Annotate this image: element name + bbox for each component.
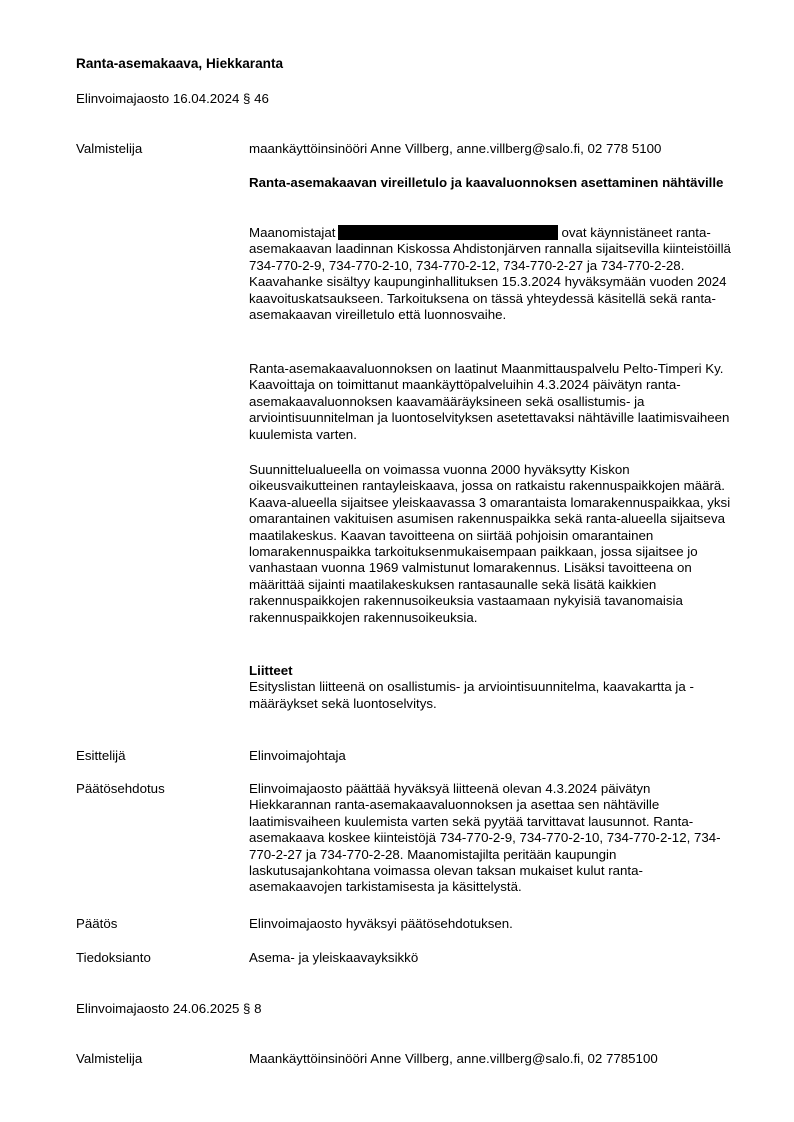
decision-value: Elinvoimajaosto hyväksyi päätösehdotuksen. [249, 916, 513, 931]
attachments-text: Esityslistan liitteenä on osallistumis- ja arviointisuunnitelma, kaavakartta ja -määräykset sekä luontoselvitys. [249, 679, 694, 711]
subject-heading: Ranta-asemakaavan vireilletulo ja kaavaluonnoksen asettaminen nähtäville [249, 175, 724, 190]
paragraph-1 [249, 225, 734, 323]
presenter-label: Esittelijä [76, 748, 126, 763]
paragraph-1-start: Maanomistajat [249, 225, 336, 240]
info-value: Asema- ja yleiskaavayksikkö [249, 950, 419, 965]
proposal-label: Päätösehdotus [76, 781, 165, 796]
preparer-value-2: Maankäyttöinsinööri Anne Villberg, anne.villberg@salo.fi, 02 7785100 [249, 1051, 658, 1066]
proposal-text: Elinvoimajaosto päättää hyväksyä liitteenä olevan 4.3.2024 päivätyn Hiekkarannan ranta-asemakaavaluonnoksen ja asettaa sen nähtäville laatimisvaiheen kuulemista varten sekä pyytää tarvittavat lausunnot. Ranta-asemakaava koskee kiinteistöjä 734-770-2-9, 734-770-2-10, 734-770-2-12, 734-770-2-27 ja 734-770-2-28. Maanomistajilta peritään kaupungin laskutusajankohtana voimassa olevan taksan mukaiset kulut ranta-asemakaavojen tarkistamisesta ja käsittelystä. [249, 781, 721, 895]
redaction-bar [338, 225, 558, 240]
preparer-value-1: maankäyttöinsinööri Anne Villberg, anne.villberg@salo.fi, 02 778 5100 [249, 141, 662, 156]
paragraph-3: Suunnittelualueella on voimassa vuonna 2000 hyväksytty Kiskon oikeusvaikutteinen rantayleiskaava, jossa on ratkaistu rakennuspaikkojen määrä. Kaava-alueella sijaitsee yleiskaavassa 3 omarantaista lomarakennuspaikkaa, yksi omarantainen vakituisen asumisen rakennuspaikka sekä ranta-alueella sijaitseva maatilakeskus. Kaavan tavoitteena on siirtää pohjoisin omarantainen lomarakennuspaikka tarkoituksenmukaisempaan paikkaan, jossa sijaitsee jo vanhastaan vuonna 1969 valmistunut lomarakennus. Lisäksi tavoitteena on määrittää sijainti maatilakeskuksen rantasaunalle sekä lisätä kaikkien rakennuspaikkojen rakennusoikeuksia vastaamaan nykyisiä tavanomaisia rakennuspaikkojen rakennusoikeuksia. [249, 462, 731, 625]
meeting-reference-2: Elinvoimajaosto 24.06.2025 § 8 [76, 1001, 262, 1016]
info-label: Tiedoksianto [76, 950, 151, 965]
attachments-section [249, 663, 734, 712]
meeting-reference-1: Elinvoimajaosto 16.04.2024 § 46 [76, 91, 269, 106]
paragraph-1-rest: ovat käynnistäneet ranta-asemakaavan laadinnan Kiskossa Ahdistonjärven rannalla sijaitsevilla kiinteistöillä 734-770-2-9, 734-770-2-10, 734-770-2-12, 734-770-2-27 ja 734-770-2-28. Kaavahanke sisältyy kaupunginhallituksen 15.3.2024 hyväksymään vuoden 2024 kaavoituskatsaukseen. Tarkoituksena on tässä yhteydessä käsitellä sekä ranta-asemakaavan vireilletulo että luonnosvaihe. [249, 225, 731, 323]
attachments-heading: Liitteet [249, 663, 293, 678]
presenter-value: Elinvoimajohtaja [249, 748, 346, 763]
decision-label: Päätös [76, 916, 118, 931]
paragraph-2: Ranta-asemakaavaluonnoksen on laatinut Maanmittauspalvelu Pelto-Timperi Ky. Kaavoittaja on toimittanut maankäyttöpalveluihin 4.3.2024 päivätyn ranta-asemakaavaluonnoksen kaavamääräyksineen sekä osallistumis- ja arviointisuunnitelman ja luontoselvityksen asetettavaksi nähtäville laatimisvaiheen kuulemista varten. [249, 361, 730, 442]
preparer-label-1: Valmistelija [76, 141, 143, 156]
preparer-label-2: Valmistelija [76, 1051, 143, 1066]
document-title: Ranta-asemakaava, Hiekkaranta [76, 56, 284, 71]
